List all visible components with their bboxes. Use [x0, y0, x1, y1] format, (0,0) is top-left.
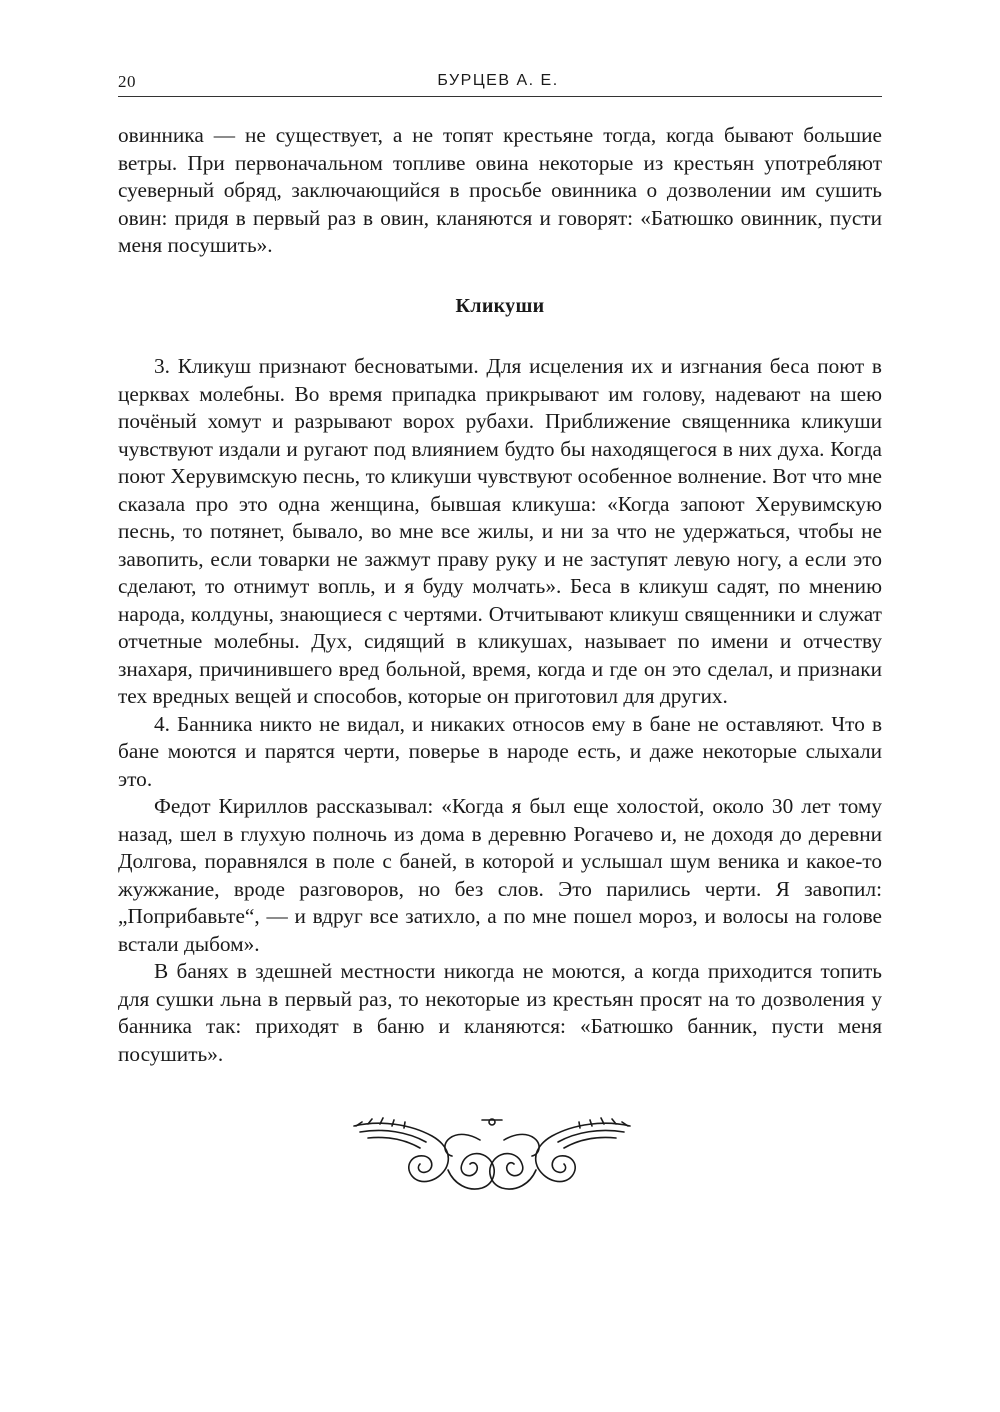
- paragraph-2: 4. Банника никто не видал, и никаких относов ему в бане не оставляют. Что в бане моются и парятся черти, поверье в народе есть, и даже некоторые слыхали это.: [118, 711, 882, 791]
- section-title: Кликуши: [455, 294, 545, 317]
- page-content: [118, 122, 882, 1068]
- paragraph-1: 3. Кликуш признают бесноватыми. Для исцеления их и изгнания беса поют в церквах молебны. Во время припадка прикрывают им голову, надевают на шею почёный хомут и разрывают ворох рубахи. Приближение священника кликуши чувствуют издали и ругают под влиянием будто бы находящегося в них духа. Когда поют Херувимскую песнь, то кликуши чувствуют особенное волнение. Вот что мне сказала про это одна женщина, бывшая кликуша: «Когда запоют Херувимскую песнь, то потянет, бывало, во мне все жилы, и ни за что не удержаться, чтобы не завопить, если товарки не зажмут праву руку и не заступят левую ногу, а если это сделают, то отнимут вопль, и я буду молчать». Беса в кликуш садят, по мнению народа, колдуны, знающиеся с чертями. Отчитывают кликуш священники и служат отчетные молебны. Дух, сидящий в кликушах, называет по имени и отчеству знахаря, причинившего вред больной, время, когда и где он это сделал, и признаки тех вредных вещей и способов, которые он приготовил для других.: [118, 354, 882, 708]
- page-number: 20: [118, 72, 136, 91]
- paragraph-3: Федот Кириллов рассказывал: «Когда я был еще холостой, около 30 лет тому назад, шел в глухую полночь из дома в деревню Рогачево и, не доходя до деревни Долгова, поравнялся в поле с баней, в которой и услышал шум веника и какое-то жужжание, вроде разговоров, но без слов. Это парились черти. Я завопил: „Поприбавьте“, — и вдруг все затихло, а по мне пошел мороз, и волосы на голове встали дыбом».: [118, 794, 882, 956]
- paragraph-4: В банях в здешней местности никогда не моются, а когда приходится топить для сушки льна в первый раз, то некоторые из крестьян просят на то дозволения у банника так: приходят в баню и кланяются: «Батюшко банник, пусти меня посушить».: [118, 959, 882, 1066]
- page-header: [118, 68, 882, 97]
- running-head: БУРЦЕВ А. Е.: [437, 72, 559, 89]
- scroll-ornament-icon: [350, 1110, 634, 1196]
- continued-paragraph: овинника — не существует, а не топят крестьяне тогда, когда бывают большие ветры. При первоначальном топливе овина некоторые из крестьян употребляют суеверный обряд, заключающийся в просьбе овинника о дозволении им сушить овин: придя в первый раз в овин, кланяются и говорят: «Батюшко овинник, пусти меня посушить».: [118, 123, 882, 257]
